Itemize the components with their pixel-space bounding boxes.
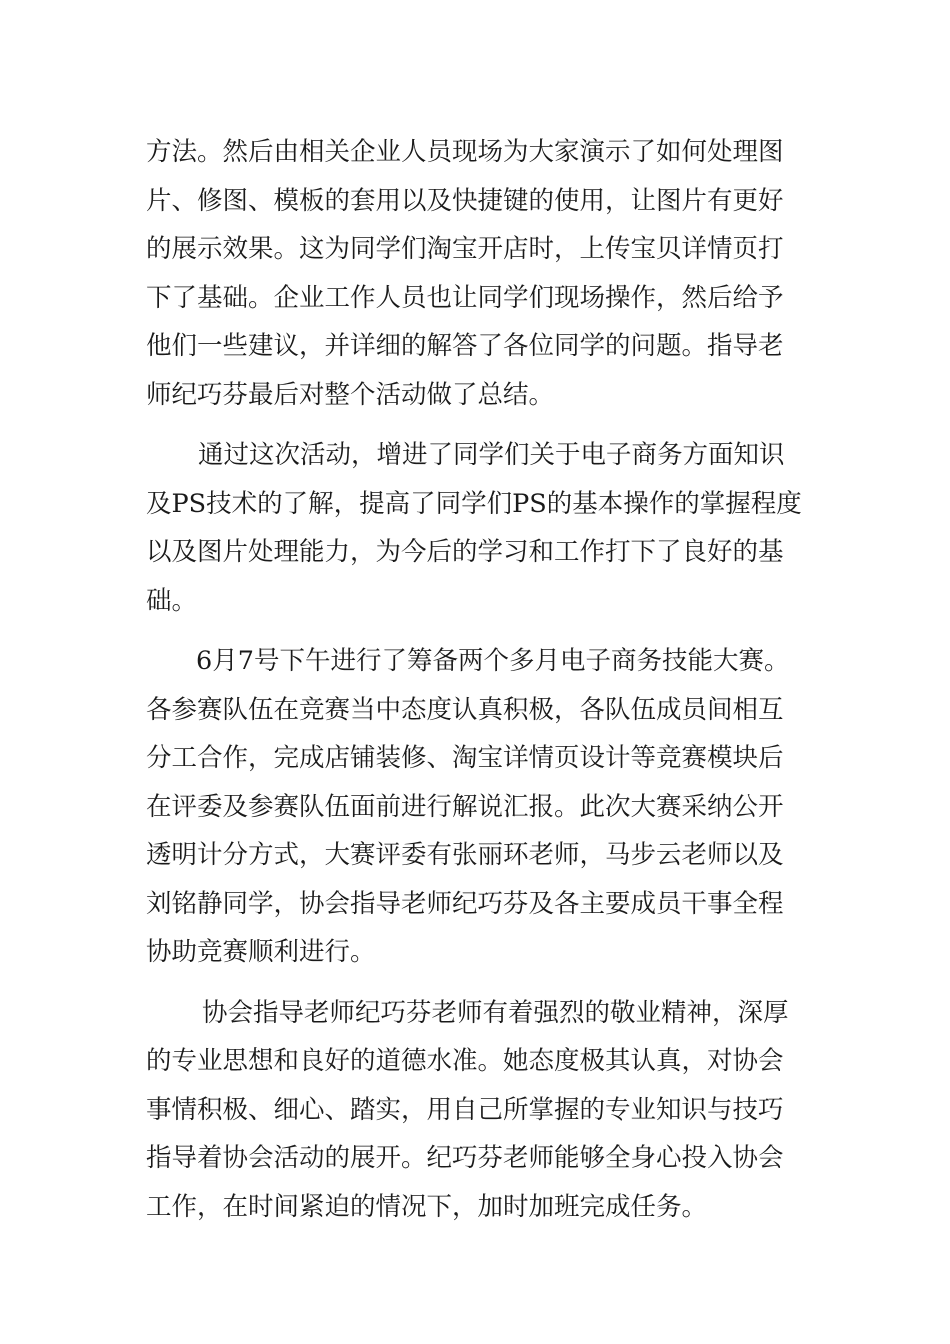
paragraph-advisor-praise: [146, 989, 810, 1232]
text-line: 各参赛队伍在竞赛当中态度认真积极，各队伍成员间相互: [146, 694, 784, 725]
text-line: 及PS技术的了解，提高了同学们PS的基本操作的掌握程度: [146, 488, 802, 519]
text-line: 指导着协会活动的展开。纪巧芬老师能够全身心投入协会: [146, 1143, 784, 1173]
text-line: 师纪巧芬最后对整个活动做了总结。: [146, 379, 555, 410]
text-line: 通过这次活动，增进了同学们关于电子商务方面知识: [198, 440, 785, 470]
text-line: 透明计分方式，大赛评委有张丽环老师，马步云老师以及: [146, 840, 784, 870]
paragraph-activity-outcome: [146, 431, 810, 625]
text-line: 刘铭静同学，协会指导老师纪巧芬及各主要成员干事全程: [146, 888, 784, 919]
document-body: [146, 128, 810, 1231]
text-line: 片、修图、模板的套用以及快捷键的使用，让图片有更好: [146, 185, 784, 216]
text-line: 的专业思想和良好的道德水准。她态度极其认真，对协会: [146, 1046, 784, 1076]
text-line: 的展示效果。这为同学们淘宝开店时，上传宝贝详情页打: [146, 234, 784, 264]
text-line: 础。: [146, 585, 198, 616]
text-line: 事情积极、细心、踏实，用自己所掌握的专业知识与技巧: [146, 1094, 784, 1125]
text-line: 以及图片处理能力，为今后的学习和工作打下了良好的基: [146, 537, 784, 567]
text-line: 分工合作，完成店铺装修、淘宝详情页设计等竞赛模块后: [146, 743, 784, 773]
text-line: 协会指导老师纪巧芬老师有着强烈的敬业精神，深厚: [202, 997, 789, 1028]
text-line: 他们一些建议，并详细的解答了各位同学的问题。指导老: [146, 331, 784, 361]
text-line: 协助竞赛顺利进行。: [146, 937, 376, 967]
paragraph-skills-competition: [146, 637, 810, 977]
paragraph-activity-process: [146, 128, 810, 419]
text-line: 在评委及参赛队伍面前进行解说汇报。此次大赛采纳公开: [146, 791, 784, 822]
text-line: 方法。然后由相关企业人员现场为大家演示了如何处理图: [146, 137, 784, 167]
text-line: 工作，在时间紧迫的情况下，加时加班完成任务。: [146, 1191, 708, 1222]
text-line: 6月7号下午进行了筹备两个多月电子商务技能大赛。: [196, 646, 790, 676]
text-line: 下了基础。企业工作人员也让同学们现场操作，然后给予: [146, 282, 784, 313]
